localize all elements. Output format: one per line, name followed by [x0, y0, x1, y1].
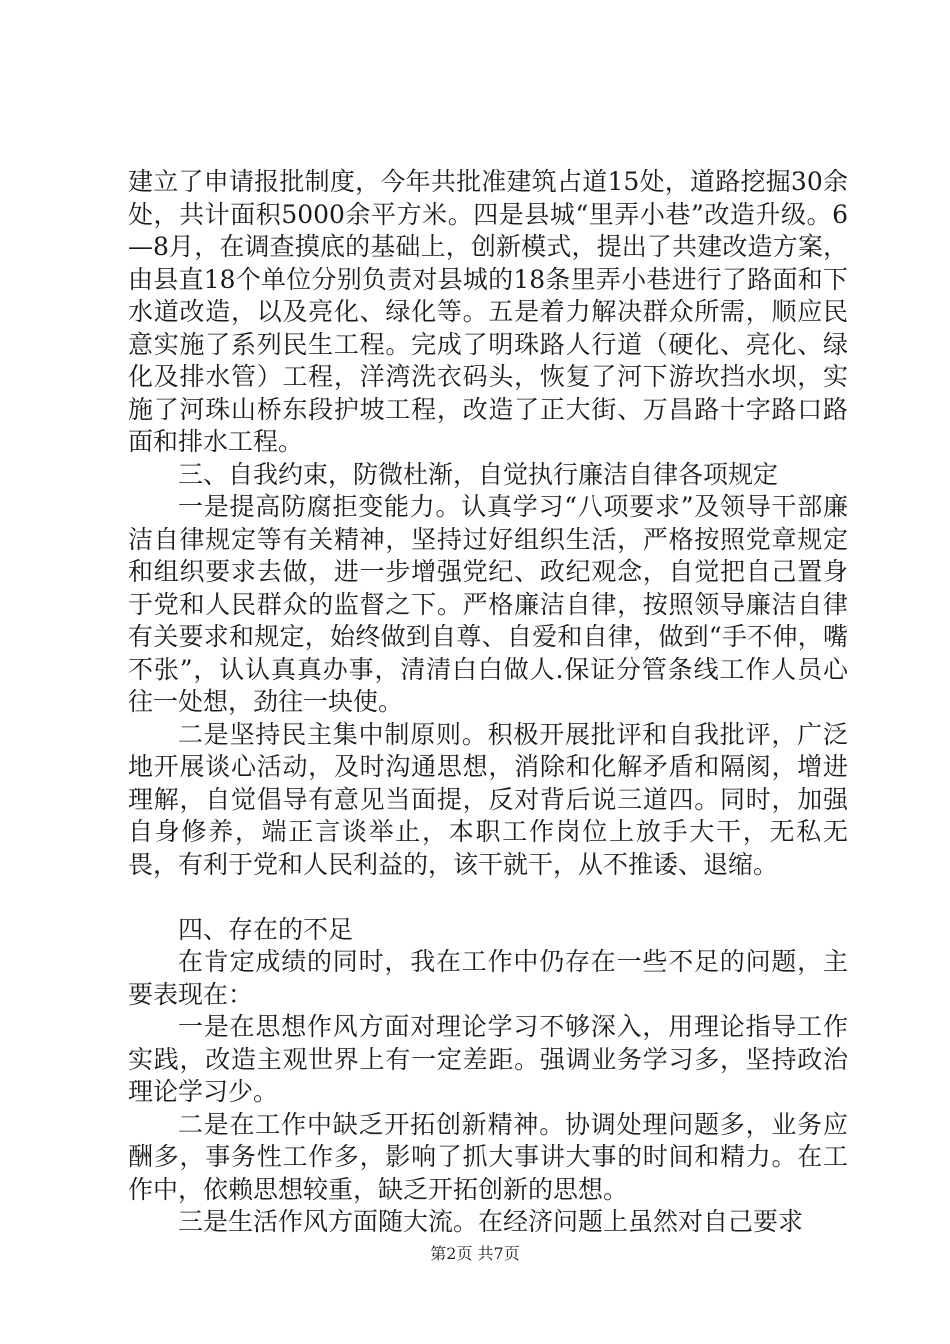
paragraph-shortcoming-innovation: 二是在工作中缺乏开拓创新精神。协调处理问题多，业务应酬多，事务性工作多，影响了抓大事讲大事的时间和精力。在工作中，依赖思想较重，缺乏开拓创新的思想。 — [128, 1109, 848, 1204]
paragraph-road-works: 建立了申请报批制度，今年共批准建筑占道15处，道路挖掘30余处，共计面积5000余平方米。四是县城“里弄小巷”改造升级。6—8月，在调查摸底的基础上，创新模式，提出了共建改造方案，由县直18个单位分别负责对县城的18条里弄小巷进行了路面和下水道改造，以及亮化、绿化等。五是着力解决群众所需，顺应民意实施了系列民生工程。完成了明珠路人行道（硬化、亮化、绿化及排水管）工程，洋湾洗衣码头，恢复了河下游坎挡水坝，实施了河珠山桥东段护坡工程，改造了正大街、万昌路十字路口路面和排水工程。 — [128, 167, 848, 456]
paragraph-anti-corruption: 一是提高防腐拒变能力。认真学习“八项要求”及领导干部廉洁自律规定等有关精神，坚持过好组织生活，严格按照党章规定和组织要求去做，进一步增强党纪、政纪观念，自觉把自己置身于党和人民群众的监督之下。严格廉洁自律，按照领导廉洁自律有关要求和规定，始终做到自尊、自爱和自律，做到“手不伸，嘴不张”，认认真真办事，清清白白做人.保证分管条线工作人员心往一处想，劲往一块使。 — [128, 492, 848, 716]
paragraph-spacer — [128, 881, 848, 914]
paragraph-shortcomings-intro: 在肯定成绩的同时，我在工作中仍存在一些不足的问题，主要表现在： — [128, 947, 848, 1009]
section-heading-shortcomings: 四、存在的不足 — [178, 914, 354, 944]
document-body — [128, 166, 848, 1239]
section-heading-self-discipline: 三、自我约束，防微杜渐，自觉执行廉洁自律各项规定 — [178, 459, 779, 489]
page-footer: 第2页 共7页 — [430, 1244, 520, 1263]
paragraph-shortcoming-lifestyle: 三是生活作风方面随大流。在经济问题上虽然对自己要求 — [178, 1207, 804, 1236]
paragraph-democratic-centralism: 二是坚持民主集中制原则。积极开展批评和自我批评，广泛地开展谈心活动，及时沟通思想，消除和化解矛盾和隔阂，增进理解，自觉倡导有意见当面提，反对背后说三道四。同时，加强自身修养，端正言谈举止，本职工作岗位上放手大干，无私无畏，有利于党和人民利益的，该干就干，从不推诿、退缩。 — [128, 719, 848, 879]
paragraph-shortcoming-theory: 一是在思想作风方面对理论学习不够深入，用理论指导工作实践，改造主观世界上有一定差距。强调业务学习多，坚持政治理论学习少。 — [128, 1012, 848, 1106]
